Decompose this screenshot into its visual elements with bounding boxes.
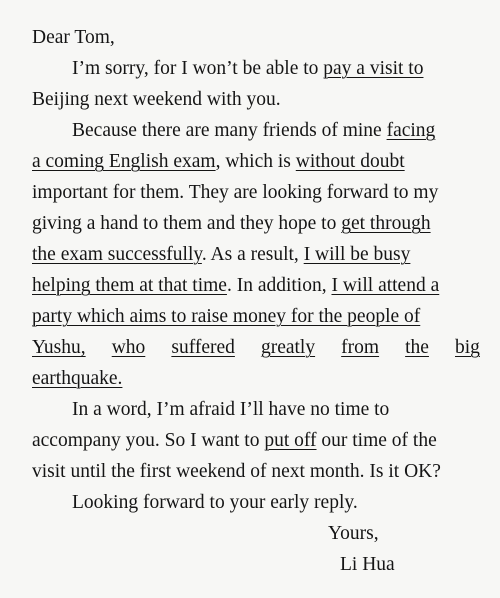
text: Because there are many friends of mine [72, 120, 387, 141]
paragraph-3-line-1 [32, 394, 480, 425]
underlined-phrase: I will attend a [331, 275, 440, 296]
text: visit until the first weekend of next month. Is it OK? [32, 461, 441, 482]
paragraph-2-line-5 [32, 239, 480, 270]
paragraph-2-line-9 [32, 363, 480, 394]
word: who [111, 337, 146, 358]
closing: Yours, [328, 523, 379, 544]
text: giving a hand to them and they hope to [32, 213, 342, 234]
paragraph-2-line-8 [32, 332, 480, 363]
paragraph-4-line-1 [32, 487, 480, 518]
text: , which is [215, 151, 296, 172]
salutation: Dear Tom, [32, 27, 115, 48]
paragraph-2-line-4 [32, 208, 480, 239]
text: important for them. They are looking forward to my [32, 182, 439, 203]
underlined-phrase: put off [264, 430, 317, 451]
word: greatly [260, 337, 316, 358]
paragraph-2-line-3 [32, 177, 480, 208]
text: . As a result, [201, 244, 304, 265]
signature: Li Hua [340, 554, 395, 575]
underlined-phrase: I will be busy [303, 244, 411, 265]
paragraph-2-line-1 [32, 115, 480, 146]
word: big [455, 337, 480, 358]
text: Looking forward to your early reply. [72, 492, 358, 513]
text: Beijing next weekend with you. [32, 89, 281, 110]
text: . In addition, [226, 275, 332, 296]
underlined-phrase: pay a visit to [323, 58, 424, 79]
text: I’m sorry, for I won’t be able to [72, 58, 324, 79]
underlined-phrase: earthquake. [32, 368, 123, 389]
underlined-phrase: a coming English exam [32, 151, 216, 172]
paragraph-2-line-6 [32, 270, 480, 301]
text: In a word, I’m afraid I’ll have no time to [72, 399, 390, 420]
paragraph-2-line-7 [32, 301, 480, 332]
word: from [341, 337, 380, 358]
underlined-phrase: helping them at that time [32, 275, 227, 296]
underlined-phrase: the exam successfully [32, 244, 202, 265]
paragraph-1-line-1 [32, 53, 480, 84]
underlined-phrase: facing [386, 120, 436, 141]
text: accompany you. So I want to [32, 430, 265, 451]
underlined-phrase: get through [341, 213, 431, 234]
paragraph-1-line-2 [32, 84, 480, 115]
underlined-phrase: without doubt [295, 151, 405, 172]
word: the [405, 337, 429, 358]
word: Yushu, [32, 337, 86, 358]
paragraph-3-line-2 [32, 425, 480, 456]
paragraph-2-line-2 [32, 146, 480, 177]
text: our time of the [316, 430, 437, 451]
paragraph-3-line-3 [32, 456, 480, 487]
underlined-phrase: party which aims to raise money for the people of [32, 306, 421, 327]
word: suffered [171, 337, 235, 358]
